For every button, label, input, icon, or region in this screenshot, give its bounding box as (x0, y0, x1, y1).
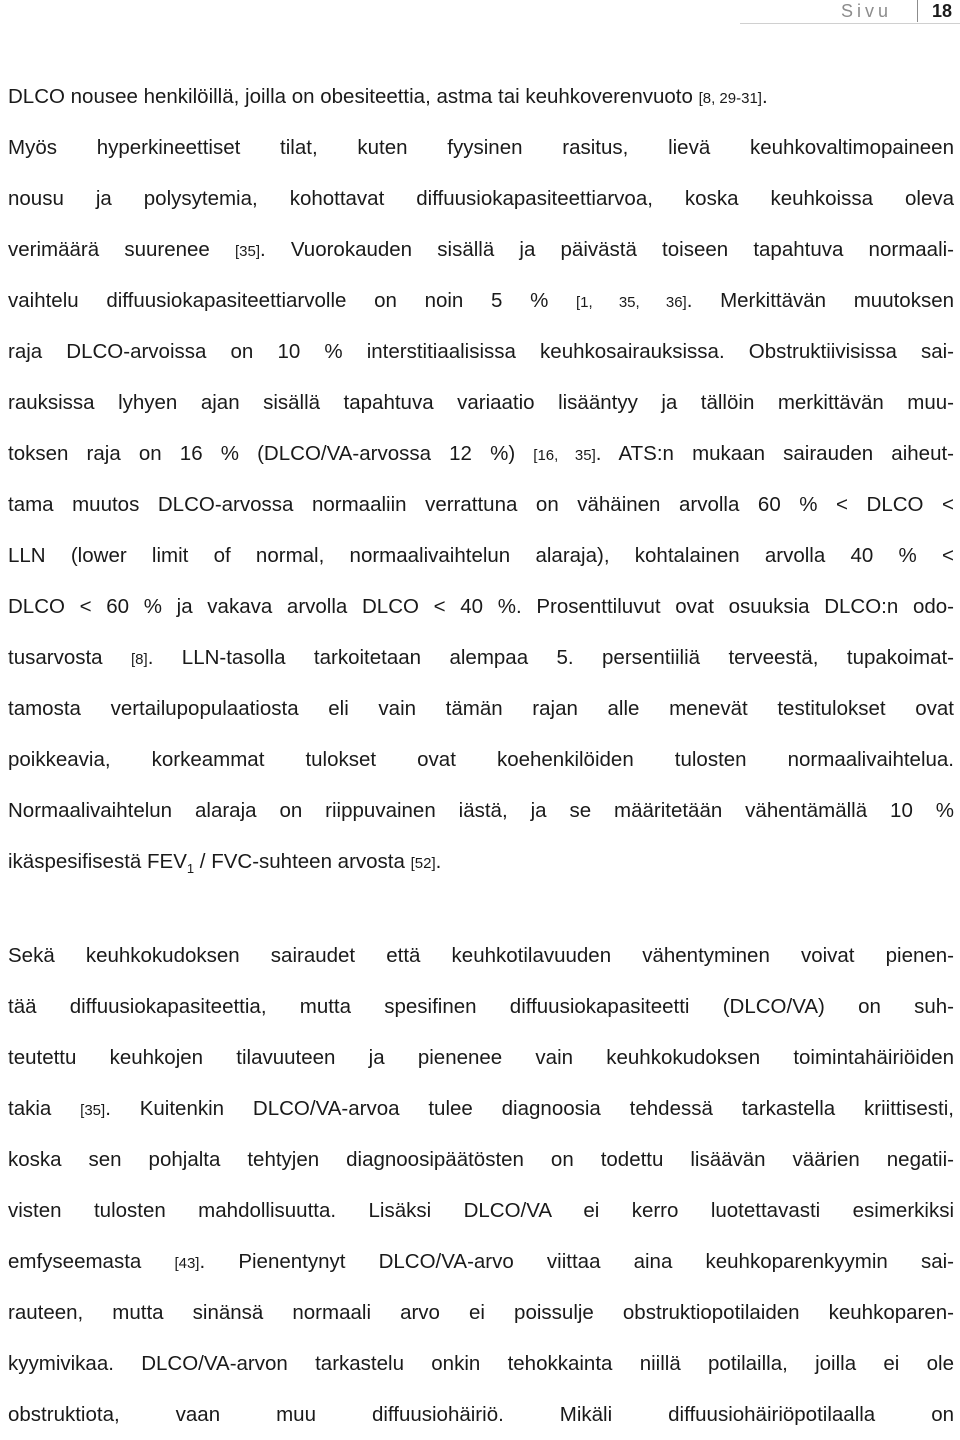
text-segment: teutettu keuhkojen tilavuuteen ja pienenee vain keuhkokudoksen toimintahäiriöiden (8, 1046, 954, 1069)
citation: [8] (131, 651, 148, 668)
text-segment: obstruktiota, vaan muu diffuusiohäiriö. Mikäli diffuusiohäiriöpotilaalla on (8, 1403, 954, 1426)
text-line (8, 71, 954, 122)
text-segment: vaihtelu diffuusiokapasiteettiarvolle on noin 5 % (8, 289, 577, 312)
text-segment: kyymivikaa. DLCO/VA-arvon tarkastelu onkin tehokkainta niillä potilailla, joilla ei ole (8, 1352, 954, 1375)
text-line (8, 1083, 954, 1134)
header-rule (740, 23, 960, 24)
text-segment: nousu ja polysytemia, kohottavat diffuusiokapasiteettiarvoa, koska keuhkoissa oleva (8, 187, 954, 210)
text-segment: toksen raja on 16 % (DLCO/VA-arvossa 12 %) (8, 442, 534, 465)
page-number: 18 (931, 1, 952, 21)
text-line (8, 326, 954, 377)
text-segment: . Vuorokauden sisällä ja päivästä toiseen tapahtuva normaali- (260, 238, 955, 261)
text-segment: takia (8, 1097, 81, 1120)
text-segment: tusarvosta (8, 646, 131, 669)
text-segment: koska sen pohjalta tehtyjen diagnoosipäätösten on todettu lisäävän väärien negatii- (8, 1148, 954, 1171)
text-segment: tää diffuusiokapasiteettia, mutta spesifinen diffuusiokapasiteetti (DLCO/VA) on suh- (8, 995, 954, 1018)
text-line (8, 581, 954, 632)
text-segment: verimäärä suurenee (8, 238, 235, 261)
text-line (8, 785, 954, 836)
text-segment: . (761, 85, 768, 108)
citation: [1, 35, 36] (576, 294, 687, 311)
text-line (8, 1338, 954, 1389)
text-line (8, 1389, 954, 1440)
subscript: 1 (186, 861, 195, 877)
paragraph-2 (8, 930, 954, 1440)
text-line (8, 377, 954, 428)
text-segment: Normaalivaihtelun alaraja on riippuvainen iästä, ja se määritetään vähentämällä 10 % (8, 799, 954, 822)
text-line (8, 530, 954, 581)
text-segment: . Merkittävän muutoksen (686, 289, 954, 312)
citation: [52] (410, 855, 436, 872)
page-label: Sivu (840, 1, 892, 21)
text-segment: tamosta vertailupopulaatiosta eli vain tämän rajan alle menevät testitulokset ovat (8, 697, 954, 720)
text-segment: LLN (lower limit of normal, normaalivaihtelun alaraja), kohtalainen arvolla 40 % < (8, 544, 954, 567)
text-line (8, 122, 954, 173)
header-divider (917, 0, 918, 22)
text-segment: rauteen, mutta sinänsä normaali arvo ei poissulje obstruktiopotilaiden keuhkoparen- (8, 1301, 954, 1324)
text-segment: . Pienentynyt DLCO/VA-arvo viittaa aina keuhkoparenkyymin sai- (199, 1250, 954, 1273)
text-line (8, 632, 954, 683)
citation: [35] (234, 243, 261, 260)
text-line (8, 1032, 954, 1083)
text-line (8, 683, 954, 734)
text-line (8, 224, 954, 275)
text-line (8, 1134, 954, 1185)
text-line (8, 981, 954, 1032)
text-segment: visten tulosten mahdollisuutta. Lisäksi DLCO/VA ei kerro luotettavasti esimerkiksi (8, 1199, 954, 1222)
text-line (8, 428, 954, 479)
page-header (760, 0, 960, 24)
text-line (8, 1236, 954, 1287)
text-line (8, 836, 954, 887)
text-segment: / FVC-suhteen arvosta (194, 850, 411, 873)
text-segment: Sekä keuhkokudoksen sairaudet että keuhkotilavuuden vähentyminen voivat pienen- (8, 944, 954, 967)
text-segment: tama muutos DLCO-arvossa normaaliin verrattuna on vähäinen arvolla 60 % < DLCO < (8, 493, 954, 516)
text-segment: . LLN-tasolla tarkoitetaan alempaa 5. persentiiliä terveestä, tupakoimat- (147, 646, 954, 669)
citation: [43] (174, 1255, 200, 1272)
citation: [35] (80, 1102, 106, 1119)
text-segment: emfyseemasta (8, 1250, 175, 1273)
text-segment: DLCO nousee henkilöillä, joilla on obesiteettia, astma tai keuhkoverenvuoto (8, 85, 699, 108)
text-segment: ikäspesifisestä FEV (8, 850, 187, 873)
citation: [16, 35] (533, 447, 596, 464)
text-line (8, 275, 954, 326)
text-segment: poikkeavia, korkeammat tulokset ovat koehenkilöiden tulosten normaalivaihtelua. (8, 748, 954, 771)
text-line (8, 1185, 954, 1236)
text-segment: . (435, 850, 442, 873)
text-segment: rauksissa lyhyen ajan sisällä tapahtuva variaatio lisääntyy ja tällöin merkittävän muu- (8, 391, 954, 414)
citation: [8, 29-31] (698, 90, 762, 107)
text-line (8, 479, 954, 530)
text-segment: . ATS:n mukaan sairauden aiheut- (595, 442, 954, 465)
text-line (8, 930, 954, 981)
text-segment: raja DLCO-arvoissa on 10 % interstitiaalisissa keuhkosairauksissa. Obstruktiivisissa sai- (8, 340, 954, 363)
paragraph-1 (8, 71, 954, 887)
text-segment: . Kuitenkin DLCO/VA-arvoa tulee diagnoosia tehdessä tarkastella kriittisesti, (105, 1097, 954, 1120)
text-segment: DLCO < 60 % ja vakava arvolla DLCO < 40 %. Prosenttiluvut ovat osuuksia DLCO:n odo- (8, 595, 954, 618)
text-line (8, 1287, 954, 1338)
text-line (8, 734, 954, 785)
text-line (8, 173, 954, 224)
text-segment: Myös hyperkineettiset tilat, kuten fyysinen rasitus, lievä keuhkovaltimopaineen (8, 136, 954, 159)
